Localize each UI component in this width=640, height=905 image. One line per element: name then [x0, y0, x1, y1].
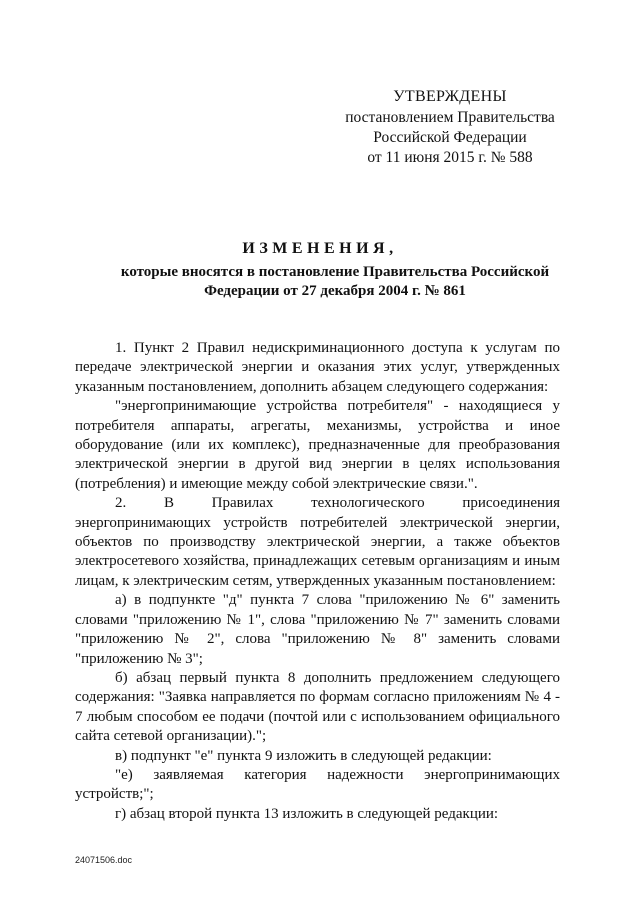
paragraph: 2. В Правилах технологического присоединения энергопринимающих устройств потребителей электрической энергии, объектов по производству электрической энергии, а также объектов электросетевого хозяйства, принадлежащих сетевым организациям и иным лицам, к электрическим сетям, утвержденных указанным постановлением: [75, 495, 560, 589]
approval-line-3: от 11 июня 2015 г. № 588 [367, 149, 533, 166]
paragraph: г) абзац второй пункта 13 изложить в следующей редакции: [115, 805, 499, 822]
paragraph: в) подпункт "е" пункта 9 изложить в следующей редакции: [115, 747, 492, 764]
file-name-footer: 24071506.doc [75, 855, 133, 865]
paragraph: "энергопринимающие устройства потребителя" - находящиеся у потребителя аппараты, агрегаты, механизмы, устройства и иное оборудование (или их комплекс), предназначенные для преобразования электрической энергии в другой вид энергии в целях использования (потребления) и имеющие между собой электрические связи.". [75, 398, 560, 492]
approval-line-2: Российской Федерации [373, 129, 527, 146]
paragraph: "е) заявляемая категория надежности энергопринимающих устройств;"; [75, 766, 560, 803]
paragraph: а) в подпункте "д" пункта 7 слова "приложению № 6" заменить словами "приложению № 1", слова "приложению № 7" заменить словами "приложению № 2", слова "приложению № 8" заменить словами "приложению № 3"; [75, 592, 560, 667]
paragraph: б) абзац первый пункта 8 дополнить предложением следующего содержания: "Заявка направляется по формам согласно приложениям № 4 - 7 любым способом ее подачи (почтой или с использованием официального сайта сетевой организации)."; [75, 669, 560, 745]
document-body [75, 339, 560, 824]
approval-line-1: постановлением Правительства [345, 109, 555, 126]
approval-block [330, 87, 570, 168]
document-subtitle: которые вносятся в постановление Правительства Российской Федерации от 27 декабря 2004 г. № 861 [120, 264, 550, 299]
paragraph: 1. Пункт 2 Правил недискриминационного доступа к услугам по передаче электрической энергии и оказания этих услуг, утвержденных указанным постановлением, дополнить абзацем следующего содержания: [75, 340, 560, 395]
document-title: ИЗМЕНЕНИЯ, [242, 240, 398, 257]
approval-heading: УТВЕРЖДЕНЫ [393, 88, 507, 105]
